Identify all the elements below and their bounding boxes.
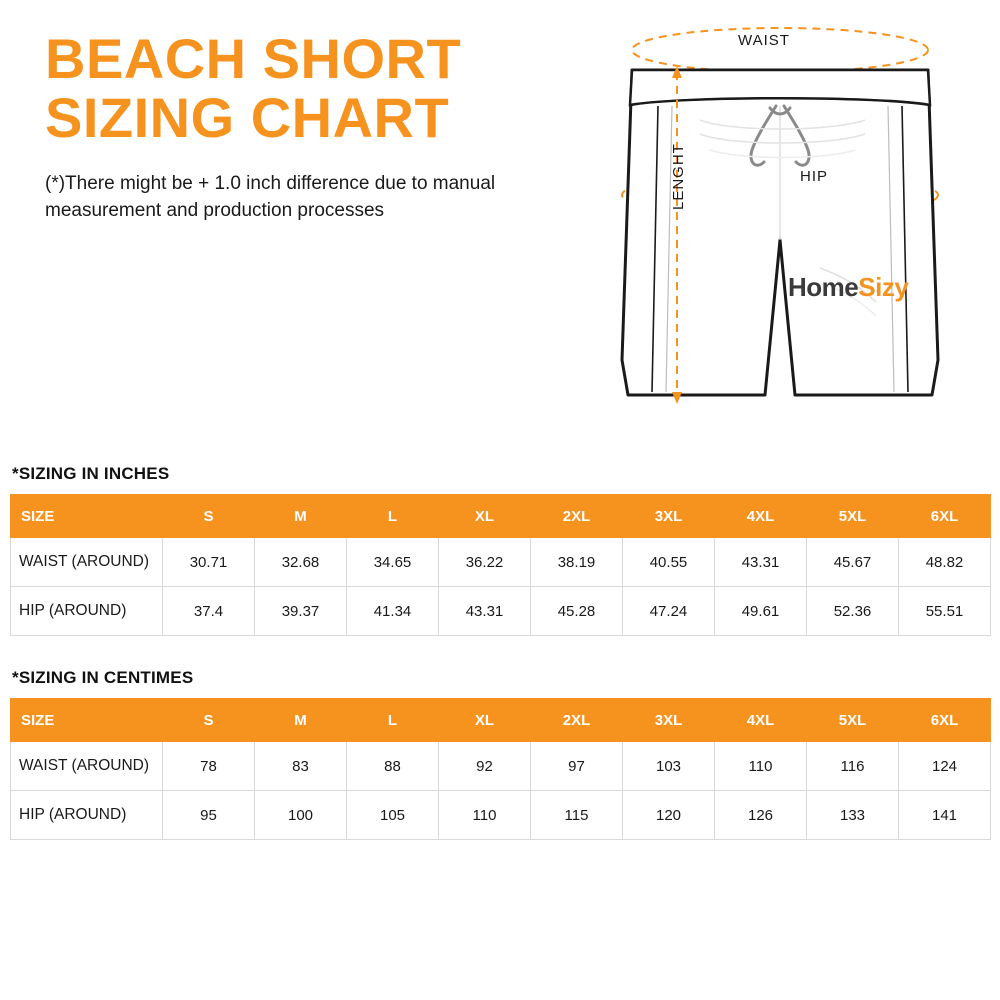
cell-hip-xl: 110 [439, 791, 531, 840]
cell-hip-6xl: 55.51 [899, 587, 991, 636]
header-cell-size: SIZE [11, 699, 163, 742]
header-cell-2xl: 2XL [531, 699, 623, 742]
row-label-hip: HIP (AROUND) [11, 587, 163, 636]
cell-hip-4xl: 126 [715, 791, 807, 840]
cell-hip-2xl: 115 [531, 791, 623, 840]
length-label: LENGHT [670, 143, 687, 210]
cell-waist-2xl: 38.19 [531, 538, 623, 587]
cell-waist-l: 88 [347, 742, 439, 791]
centimeters-size-table [10, 698, 991, 840]
header-cell-l: L [347, 699, 439, 742]
cell-waist-s: 30.71 [163, 538, 255, 587]
header-cell-3xl: 3XL [623, 699, 715, 742]
header-cell-5xl: 5XL [807, 699, 899, 742]
inches-section-label: *SIZING IN INCHES [12, 464, 170, 483]
header-cell-2xl: 2XL [531, 495, 623, 538]
header-cell-s: S [163, 699, 255, 742]
cell-hip-6xl: 141 [899, 791, 991, 840]
brand-home-text: Home [788, 272, 859, 302]
hip-label: HIP [800, 168, 829, 185]
cell-hip-s: 37.4 [163, 587, 255, 636]
cell-hip-3xl: 120 [623, 791, 715, 840]
cell-waist-5xl: 116 [807, 742, 899, 791]
row-label-hip: HIP (AROUND) [11, 791, 163, 840]
title-block [45, 27, 605, 225]
header-cell-m: M [255, 699, 347, 742]
cell-hip-s: 95 [163, 791, 255, 840]
brand-logo [788, 272, 908, 303]
header-cell-l: L [347, 495, 439, 538]
cell-waist-s: 78 [163, 742, 255, 791]
table-header-row [11, 495, 991, 538]
header-section [10, 0, 990, 440]
header-cell-4xl: 4XL [715, 495, 807, 538]
cell-hip-m: 39.37 [255, 587, 347, 636]
cell-hip-5xl: 52.36 [807, 587, 899, 636]
header-cell-5xl: 5XL [807, 495, 899, 538]
title-line-1: BEACH SHORT [45, 27, 462, 90]
cell-waist-3xl: 103 [623, 742, 715, 791]
cell-hip-m: 100 [255, 791, 347, 840]
header-cell-size: SIZE [11, 495, 163, 538]
cell-hip-3xl: 47.24 [623, 587, 715, 636]
cell-waist-2xl: 97 [531, 742, 623, 791]
cell-waist-6xl: 48.82 [899, 538, 991, 587]
title-line-2: SIZING CHART [45, 85, 450, 149]
cell-waist-3xl: 40.55 [623, 538, 715, 587]
table-row [11, 538, 991, 587]
table-row [11, 587, 991, 636]
cell-waist-m: 32.68 [255, 538, 347, 587]
header-cell-s: S [163, 495, 255, 538]
page-title [45, 27, 605, 149]
cell-hip-l: 105 [347, 791, 439, 840]
table-header-row [11, 699, 991, 742]
cell-waist-xl: 92 [439, 742, 531, 791]
cell-hip-xl: 43.31 [439, 587, 531, 636]
cell-waist-4xl: 110 [715, 742, 807, 791]
waist-label: WAIST [738, 32, 790, 49]
cell-hip-2xl: 45.28 [531, 587, 623, 636]
table-row [11, 742, 991, 791]
header-cell-xl: XL [439, 495, 531, 538]
header-cell-6xl: 6XL [899, 495, 991, 538]
cell-waist-xl: 36.22 [439, 538, 531, 587]
centimeters-section-label: *SIZING IN CENTIMES [12, 668, 194, 687]
cell-hip-4xl: 49.61 [715, 587, 807, 636]
row-label-waist: WAIST (AROUND) [11, 742, 163, 791]
inches-size-table [10, 494, 991, 636]
header-cell-m: M [255, 495, 347, 538]
header-cell-4xl: 4XL [715, 699, 807, 742]
cell-waist-6xl: 124 [899, 742, 991, 791]
cell-hip-5xl: 133 [807, 791, 899, 840]
brand-sizy-text: Sizy [858, 272, 909, 302]
cell-hip-l: 41.34 [347, 587, 439, 636]
shorts-illustration [580, 10, 980, 440]
cell-waist-m: 83 [255, 742, 347, 791]
cell-waist-l: 34.65 [347, 538, 439, 587]
header-cell-xl: XL [439, 699, 531, 742]
table-row [11, 791, 991, 840]
row-label-waist: WAIST (AROUND) [11, 538, 163, 587]
header-cell-6xl: 6XL [899, 699, 991, 742]
header-cell-3xl: 3XL [623, 495, 715, 538]
cell-waist-4xl: 43.31 [715, 538, 807, 587]
measurement-note: (*)There might be + 1.0 inch difference due to manual measurement and production processes [45, 172, 496, 222]
cell-waist-5xl: 45.67 [807, 538, 899, 587]
